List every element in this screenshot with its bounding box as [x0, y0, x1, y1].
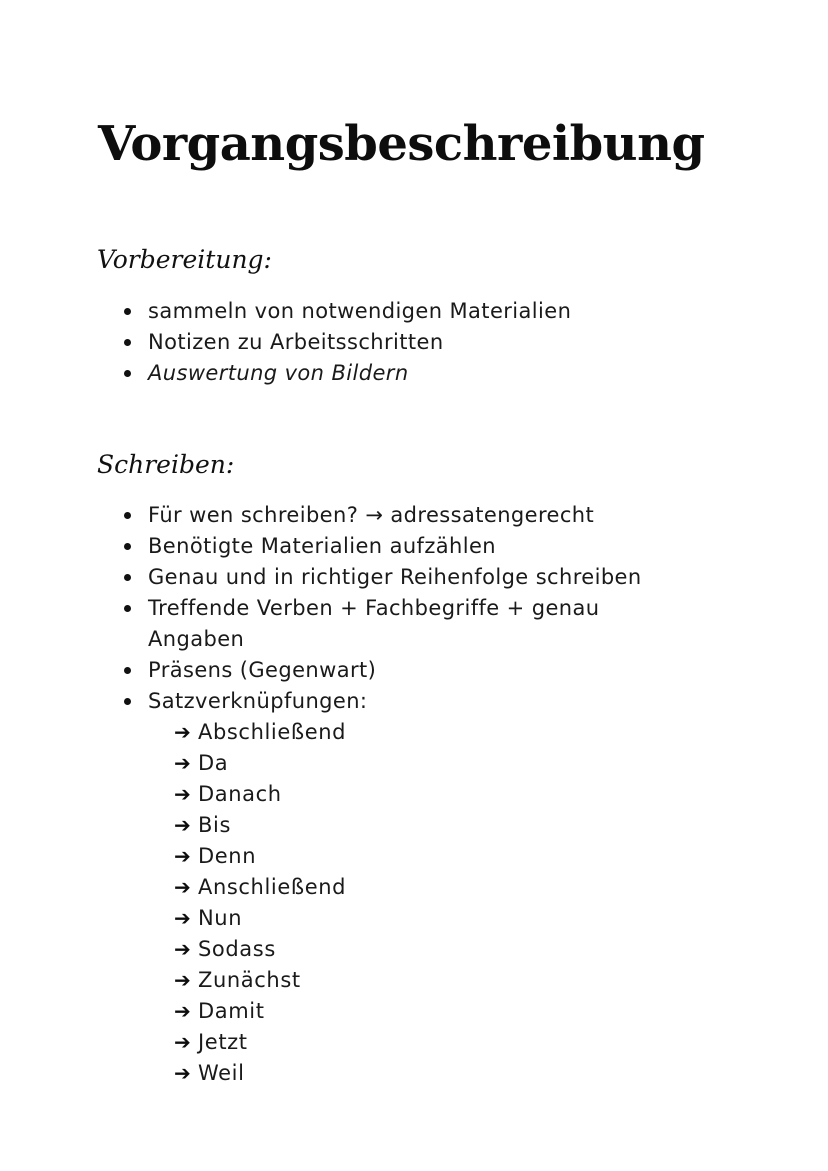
connector-item — [174, 1027, 742, 1058]
connector-item — [174, 903, 742, 934]
list-item-text: Präsens (Gegenwart) — [148, 658, 377, 682]
connector-text: Sodass — [198, 937, 276, 961]
list-item-text: Auswertung von Bildern — [148, 361, 409, 385]
section-heading-writing: Schreiben: — [97, 450, 235, 479]
arrow-right-icon: ➔ — [174, 844, 192, 868]
connector-text: Zunächst — [198, 968, 301, 992]
page-title: Vorgangsbeschreibung — [98, 116, 705, 172]
bullet-dot-icon — [124, 308, 131, 315]
connector-list — [148, 717, 742, 1089]
list-item — [122, 562, 742, 593]
connector-item — [174, 717, 742, 748]
connector-item — [174, 934, 742, 965]
connector-item — [174, 779, 742, 810]
connector-text: Da — [198, 751, 229, 775]
connector-text: Anschließend — [198, 875, 347, 899]
connector-text: Bis — [198, 813, 231, 837]
list-item — [122, 500, 742, 531]
connector-item — [174, 872, 742, 903]
arrow-right-icon: ➔ — [174, 906, 192, 930]
connector-text: Damit — [198, 999, 265, 1023]
list-item-text: Für wen schreiben? → adressatengerecht — [148, 503, 595, 527]
arrow-right-icon: ➔ — [174, 999, 192, 1023]
arrow-right-icon: ➔ — [174, 751, 192, 775]
arrow-right-icon: ➔ — [174, 875, 192, 899]
connector-text: Weil — [198, 1061, 245, 1085]
arrow-right-icon: ➔ — [174, 720, 192, 744]
connector-item — [174, 996, 742, 1027]
connector-item — [174, 841, 742, 872]
preparation-list — [122, 296, 742, 389]
arrow-right-icon: ➔ — [174, 782, 192, 806]
bullet-dot-icon — [124, 512, 131, 519]
connector-text: Nun — [198, 906, 243, 930]
connector-text: Danach — [198, 782, 282, 806]
list-item-text: Notizen zu Arbeitsschritten — [148, 330, 444, 354]
bullet-dot-icon — [124, 605, 131, 612]
list-item-text: Treffende Verben + Fachbegriffe + genau Angaben — [148, 596, 600, 651]
list-item-text: sammeln von notwendigen Materialien — [148, 299, 572, 323]
list-item — [122, 655, 742, 686]
connector-text: Jetzt — [198, 1030, 248, 1054]
section-heading-preparation: Vorbereitung: — [97, 245, 272, 274]
arrow-right-icon: ➔ — [174, 1030, 192, 1054]
bullet-dot-icon — [124, 574, 131, 581]
bullet-dot-icon — [124, 339, 131, 346]
list-item-text: Benötigte Materialien aufzählen — [148, 534, 496, 558]
bullet-dot-icon — [124, 543, 131, 550]
connector-item — [174, 965, 742, 996]
list-item — [122, 531, 742, 562]
list-item — [122, 327, 742, 358]
connector-text: Denn — [198, 844, 257, 868]
arrow-right-icon: ➔ — [174, 937, 192, 961]
bullet-dot-icon — [124, 667, 131, 674]
list-item — [122, 686, 742, 1089]
connector-item — [174, 810, 742, 841]
list-item-text: Genau und in richtiger Reihenfolge schreiben — [148, 565, 642, 589]
connector-item — [174, 1058, 742, 1089]
writing-list — [122, 500, 742, 1089]
bullet-dot-icon — [124, 698, 131, 705]
arrow-right-icon: ➔ — [174, 813, 192, 837]
connector-text: Abschließend — [198, 720, 347, 744]
bullet-dot-icon — [124, 370, 131, 377]
list-item — [122, 593, 648, 655]
connector-item — [174, 748, 742, 779]
list-item — [122, 358, 742, 389]
arrow-right-icon: ➔ — [174, 968, 192, 992]
list-item — [122, 296, 742, 327]
list-item-text: Satzverknüpfungen: — [148, 689, 368, 713]
arrow-right-icon: ➔ — [174, 1061, 192, 1085]
